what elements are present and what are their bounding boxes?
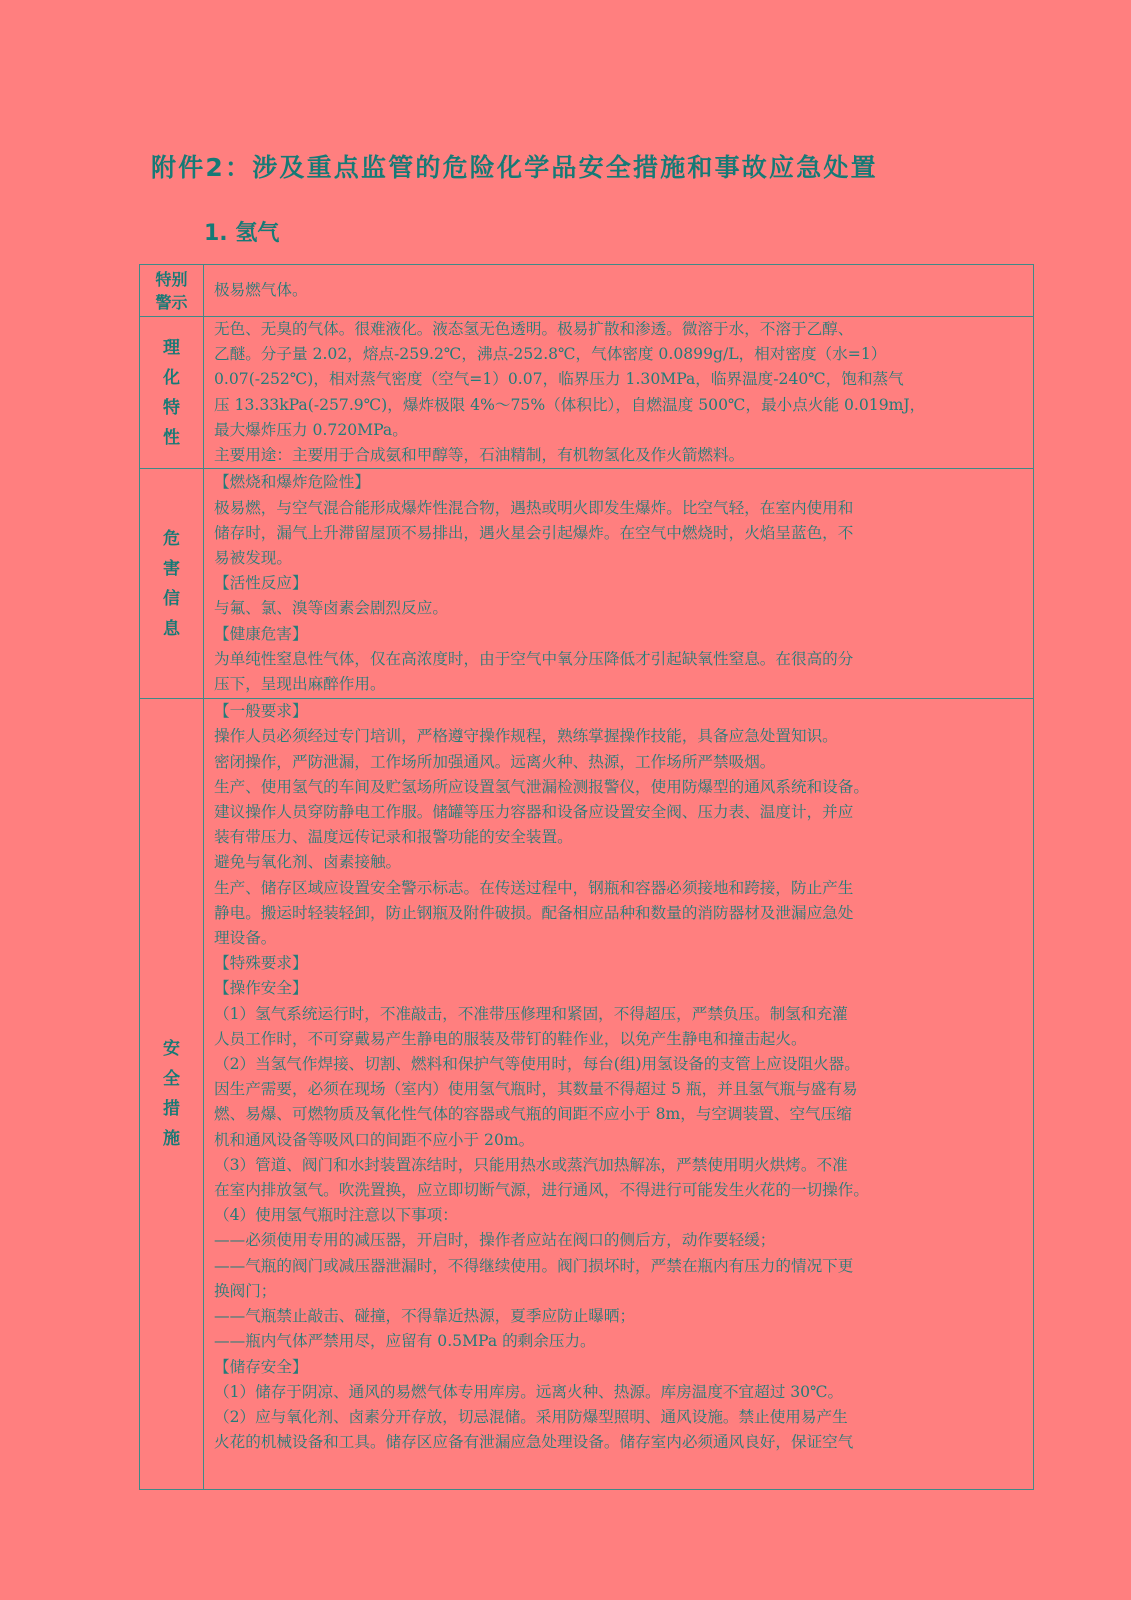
label-part: 特: [163, 397, 180, 418]
text-line: 为单纯性窒息性气体，仅在高浓度时，由于空气中氧分压降低才引起缺氧性窒息。在很高的分: [214, 649, 854, 668]
text-line: （1）储存于阴凉、通风的易燃气体专用库房。远离火种、热源。库房温度不宜超过 30℃。: [214, 1382, 844, 1401]
text-line: （2）应与氧化剂、卤素分开存放，切忌混储。采用防爆型照明、通风设施。禁止使用易产生: [214, 1407, 848, 1426]
text-line: ——瓶内气体严禁用尽，应留有 0.5MPa 的剩余压力。: [214, 1332, 596, 1351]
text-line: 乙醚。分子量 2.02，熔点-259.2℃，沸点-252.8℃，气体密度 0.0899g/L，相对密度（水=1）: [214, 345, 887, 364]
text-line: 生产、使用氢气的车间及贮氢场所应设置氢气泄漏检测报警仪，使用防爆型的通风系统和设备。: [214, 777, 869, 796]
row-content-safety-measures: [204, 699, 1034, 1490]
text-line: 火花的机械设备和工具。储存区应备有泄漏应急处理设备。储存室内必须通风良好，保证空气: [214, 1433, 854, 1452]
text-line: ——气瓶禁止敲击、碰撞，不得靠近热源，夏季应防止曝晒；: [214, 1307, 636, 1326]
text-line: 【燃烧和爆炸危险性】: [214, 473, 370, 492]
label-part: 息: [163, 618, 180, 639]
text-line: 装有带压力、温度远传记录和报警功能的安全装置。: [214, 828, 573, 847]
table-row-special-warning: [140, 265, 1034, 317]
text-line: 与氟、氯、溴等卤素会剧烈反应。: [214, 599, 448, 618]
text-line: 换阀门；: [214, 1281, 277, 1300]
text-line: （4）使用氢气瓶时注意以下事项：: [214, 1206, 458, 1225]
table-row-hazard-info: [140, 469, 1034, 699]
text-line: 主要用途：主要用于合成氨和甲醇等，石油精制，有机物氢化及作火箭燃料。: [214, 446, 745, 465]
label-part: 化: [163, 367, 180, 388]
text-line: 燃、易爆、可燃物质及氧化性气体的容器或气瓶的间距不应小于 8m，与空调装置、空气压缩: [214, 1105, 852, 1124]
table-row-safety-measures: [140, 699, 1034, 1490]
text-line: 建议操作人员穿防静电工作服。储罐等压力容器和设备应设置安全阀、压力表、温度计，并应: [214, 803, 854, 822]
text-line: （3）管道、阀门和水封装置冻结时，只能用热水或蒸汽加热解冻，严禁使用明火烘烤。不准: [214, 1155, 848, 1174]
text-line: 0.07(-252℃)，相对蒸气密度（空气=1）0.07，临界压力 1.30MPa，临界温度-240℃，饱和蒸气: [214, 370, 904, 389]
row-content-physchem: [204, 317, 1034, 469]
row-label-hazard-info: [140, 469, 204, 699]
text-line: 【储存安全】: [214, 1357, 308, 1376]
text-line: 极易燃，与空气混合能形成爆炸性混合物，遇热或明火即发生爆炸。比空气轻，在室内使用和: [214, 498, 854, 517]
text-line: 【特殊要求】: [214, 954, 308, 973]
row-label-physchem: [140, 317, 204, 469]
label-part: 危: [163, 528, 180, 549]
row-label-special-warning: [140, 265, 204, 317]
text-line: ——必须使用专用的减压器，开启时，操作者应站在阀口的侧后方，动作要轻缓；: [214, 1231, 776, 1250]
text-line: 压 13.33kPa(-257.9℃)，爆炸极限 4%～75%（体积比），自燃温度 500℃，最小点火能 0.019mJ，: [214, 395, 926, 414]
text-line: 【活性反应】: [214, 574, 308, 593]
label-part: 特别: [155, 269, 188, 289]
text-line: 易被发现。: [214, 548, 292, 567]
text-line: 避免与氧化剂、卤素接触。: [214, 853, 402, 872]
text-line: ——气瓶的阀门或减压器泄漏时，不得继续使用。阀门损坏时，严禁在瓶内有压力的情况下更: [214, 1256, 854, 1275]
row-content-special-warning: [204, 265, 1034, 317]
text-line: 无色、无臭的气体。很难液化。液态氢无色透明。极易扩散和渗透。微溶于水，不溶于乙醇、: [214, 320, 854, 338]
text-line: 【操作安全】: [214, 979, 308, 998]
text-line: 密闭操作，严防泄漏，工作场所加强通风。远离火种、热源，工作场所严禁吸烟。: [214, 752, 776, 771]
text-line: 【一般要求】: [214, 702, 308, 721]
hazard-info-table: [139, 264, 1034, 1490]
text-line: 机和通风设备等吸风口的间距不应小于 20m。: [214, 1130, 535, 1149]
text-line: 操作人员必须经过专门培训，严格遵守操作规程，熟练掌握操作技能，具备应急处置知识。: [214, 727, 838, 746]
section-title: 1. 氢气: [204, 221, 280, 246]
label-part: 施: [163, 1129, 180, 1150]
label-part: 信: [163, 588, 180, 609]
label-part: 安: [163, 1039, 180, 1060]
text-line: 在室内排放氢气。吹洗置换，应立即切断气源，进行通风，不得进行可能发生火花的一切操作。: [214, 1181, 869, 1200]
document-title: 附件2：涉及重点监管的危险化学品安全措施和事故应急处置: [151, 153, 878, 182]
label-part: 措: [163, 1099, 180, 1120]
text-line: 因生产需要，必须在现场（室内）使用氢气瓶时，其数量不得超过 5 瓶，并且氢气瓶与盛有易: [214, 1080, 858, 1099]
label-part: 全: [163, 1069, 180, 1090]
label-part: 警示: [155, 292, 188, 312]
text-line: 储存时，漏气上升滞留屋顶不易排出，遇火星会引起爆炸。在空气中燃烧时，火焰呈蓝色，不: [214, 523, 854, 542]
text-line: （1）氢气系统运行时，不准敲击，不准带压修理和紧固，不得超压，严禁负压。制氢和充灌: [214, 1004, 848, 1023]
text-line: 【健康危害】: [214, 624, 308, 643]
label-part: 害: [163, 558, 180, 579]
label-part: 理: [163, 337, 180, 358]
row-content-hazard-info: [204, 469, 1034, 699]
row-label-safety-measures: [140, 699, 204, 1490]
text-line: 压下，呈现出麻醉作用。: [214, 674, 386, 693]
label-part: 性: [163, 427, 180, 448]
text-line: 人员工作时，不可穿戴易产生静电的服装及带钉的鞋作业，以免产生静电和撞击起火。: [214, 1029, 807, 1048]
text-line: 最大爆炸压力 0.720MPa。: [214, 420, 408, 439]
text-line: 理设备。: [214, 929, 277, 948]
text-line: 生产、储存区域应设置安全警示标志。在传送过程中，钢瓶和容器必须接地和跨接，防止产生: [214, 878, 854, 897]
table-row-physchem: [140, 317, 1034, 469]
text-line: （2）当氢气作焊接、切割、燃料和保护气等使用时，每台(组)用氢设备的支管上应设阻火器。: [214, 1055, 860, 1074]
text-line: 极易燃气体。: [214, 280, 308, 299]
text-line: 静电。搬运时轻装轻卸，防止钢瓶及附件破损。配备相应品种和数量的消防器材及泄漏应急处: [214, 903, 854, 922]
